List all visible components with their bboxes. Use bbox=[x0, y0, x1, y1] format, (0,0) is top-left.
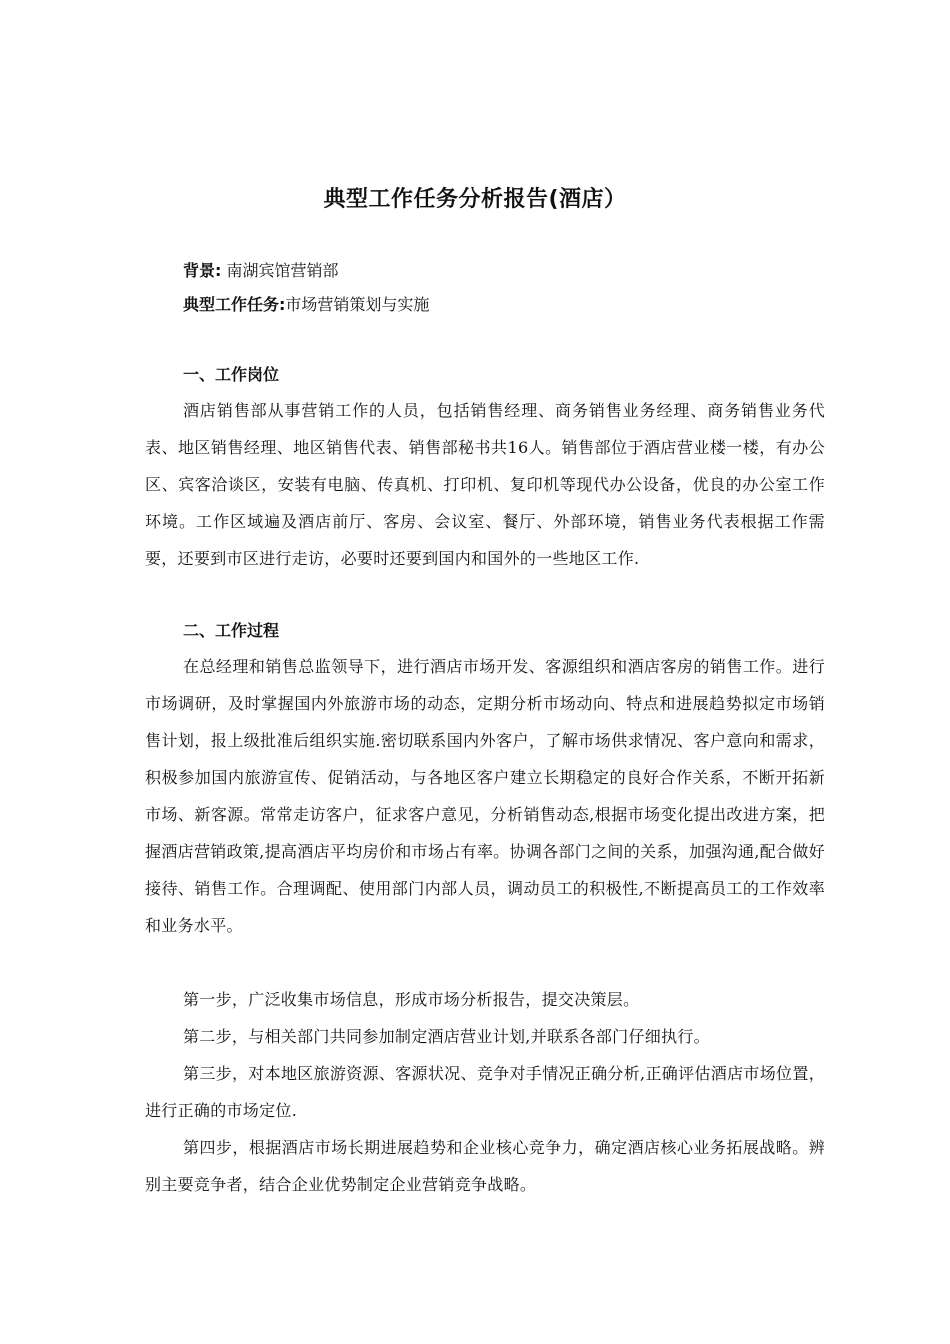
paragraph-step-3: 第三步，对本地区旅游资源、客源状况、竞争对手情况正确分析,正确评估酒店市场位置，进行正确的市场定位. bbox=[145, 1064, 825, 1120]
document-title: 典型工作任务分析报告(酒店） bbox=[323, 187, 627, 212]
task-value: 市场营销策划与实施 bbox=[285, 295, 430, 314]
paragraph-step-1: 第一步，广泛收集市场信息，形成市场分析报告，提交决策层。 bbox=[183, 990, 640, 1009]
section-heading-work-position: 一、工作岗位 bbox=[183, 365, 280, 384]
paragraph-work-position: 酒店销售部从事营销工作的人员，包括销售经理、商务销售业务经理、商务销售业务代表、地区销售经理、地区销售代表、销售部秘书共16人。销售部位于酒店营业楼一楼，有办公区、宾客洽谈区，安装有电脑、传真机、打印机、复印机等现代办公设备，优良的办公室工作环境。工作区域遍及酒店前厅、客房、会议室、餐厅、外部环境，销售业务代表根据工作需要，还要到市区进行走访，必要时还要到国内和国外的一些地区工作. bbox=[145, 401, 825, 568]
background-line bbox=[183, 257, 339, 285]
section-heading-work-process: 二、工作过程 bbox=[183, 621, 280, 640]
task-label: 典型工作任务: bbox=[183, 295, 286, 314]
paragraph-step-4: 第四步，根据酒店市场长期进展趋势和企业核心竞争力，确定酒店核心业务拓展战略。辨别主要竞争者，结合企业优势制定企业营销竞争战略。 bbox=[145, 1138, 825, 1194]
background-value: 南湖宾馆营销部 bbox=[226, 261, 339, 280]
paragraph-step-2: 第二步，与相关部门共同参加制定酒店营业计划,并联系各部门仔细执行。 bbox=[183, 1027, 710, 1046]
background-label: 背景: bbox=[183, 261, 222, 280]
task-line bbox=[183, 291, 429, 319]
paragraph-work-process: 在总经理和销售总监领导下，进行酒店市场开发、客源组织和酒店客房的销售工作。进行市场调研，及时掌握国内外旅游市场的动态，定期分析市场动向、特点和进展趋势拟定市场销售计划，报上级批准后组织实施.密切联系国内外客户，了解市场供求情况、客户意向和需求，积极参加国内旅游宣传、促销活动，与各地区客户建立长期稳定的良好合作关系，不断开拓新市场、新客源。常常走访客户，征求客户意见，分析销售动态,根据市场变化提出改进方案，把握酒店营销政策,提高酒店平均房价和市场占有率。协调各部门之间的关系，加强沟通,配合做好接待、销售工作。合理调配、使用部门内部人员，调动员工的积极性,不断提高员工的工作效率和业务水平。 bbox=[145, 657, 825, 935]
